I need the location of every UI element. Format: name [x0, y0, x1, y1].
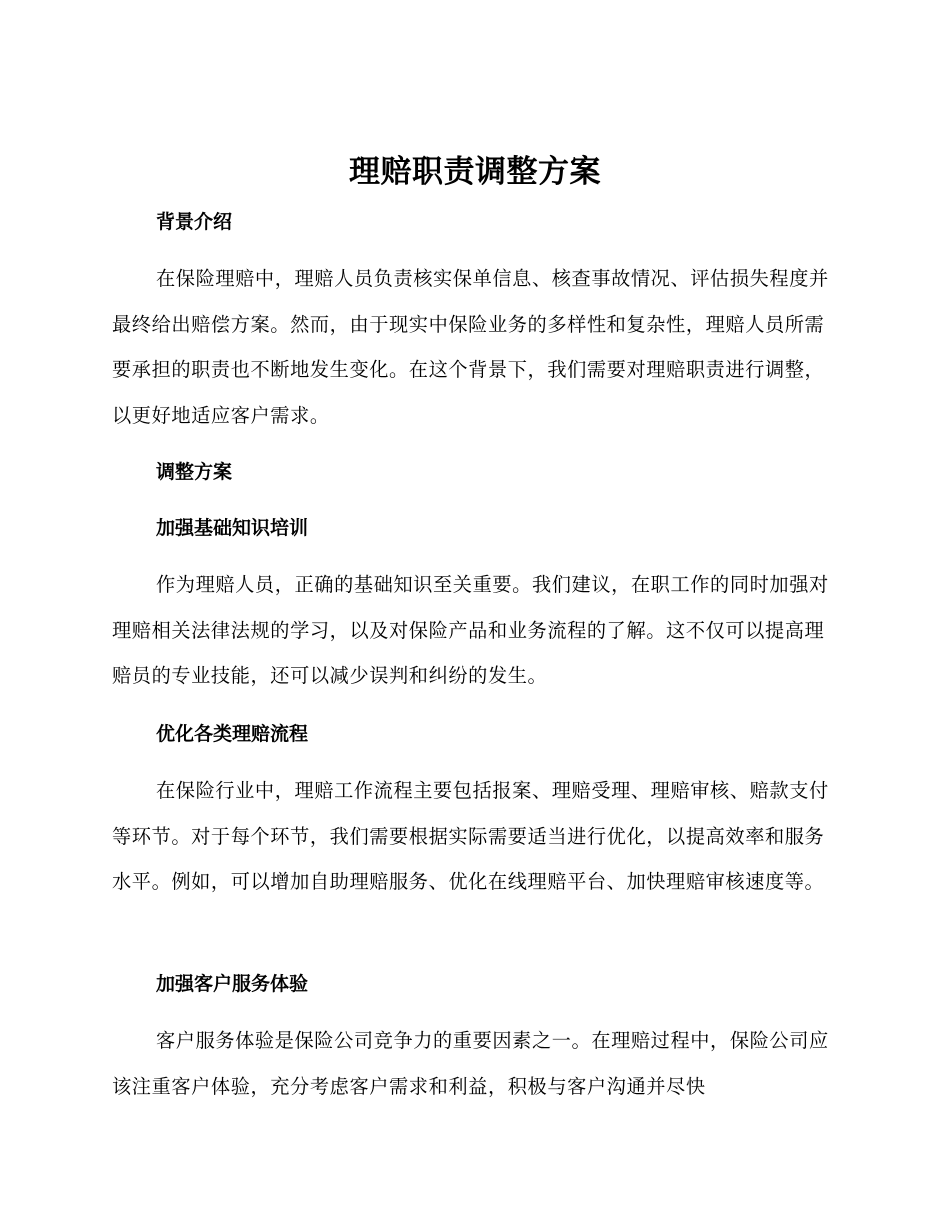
section-heading-adjustment-plan: 调整方案	[156, 461, 233, 483]
paragraph-customer-experience: 客户服务体验是保险公司竞争力的重要因素之一。在理赔过程中，保险公司应该注重客户体验，充分考虑客户需求和利益，积极与客户沟通并尽快	[112, 1029, 829, 1098]
paragraph-knowledge-training: 作为理赔人员，正确的基础知识至关重要。我们建议，在职工作的同时加强对理赔相关法律法规的学习，以及对保险产品和业务流程的了解。这不仅可以提高理赔员的专业技能，还可以减少误判和纠纷的发生。	[112, 573, 829, 687]
paragraph-claims-process: 在保险行业中，理赔工作流程主要包括报案、理赔受理、理赔审核、赔款支付等环节。对于每个环节，我们需要根据实际需要适当进行优化，以提高效率和服务水平。例如，可以增加自助理赔服务、优化在线理赔平台、加快理赔审核速度等。	[112, 779, 829, 893]
section-heading-claims-process: 优化各类理赔流程	[156, 723, 309, 745]
document-title: 理赔职责调整方案	[349, 154, 601, 190]
section-heading-background: 背景介绍	[156, 211, 233, 233]
paragraph-background: 在保险理赔中，理赔人员负责核实保单信息、核查事故情况、评估损失程度并最终给出赔偿方案。然而，由于现实中保险业务的多样性和复杂性，理赔人员所需要承担的职责也不断地发生变化。在这个背景下，我们需要对理赔职责进行调整，以更好地适应客户需求。	[112, 267, 829, 427]
section-heading-knowledge-training: 加强基础知识培训	[156, 517, 309, 539]
section-heading-customer-experience: 加强客户服务体验	[156, 973, 309, 995]
